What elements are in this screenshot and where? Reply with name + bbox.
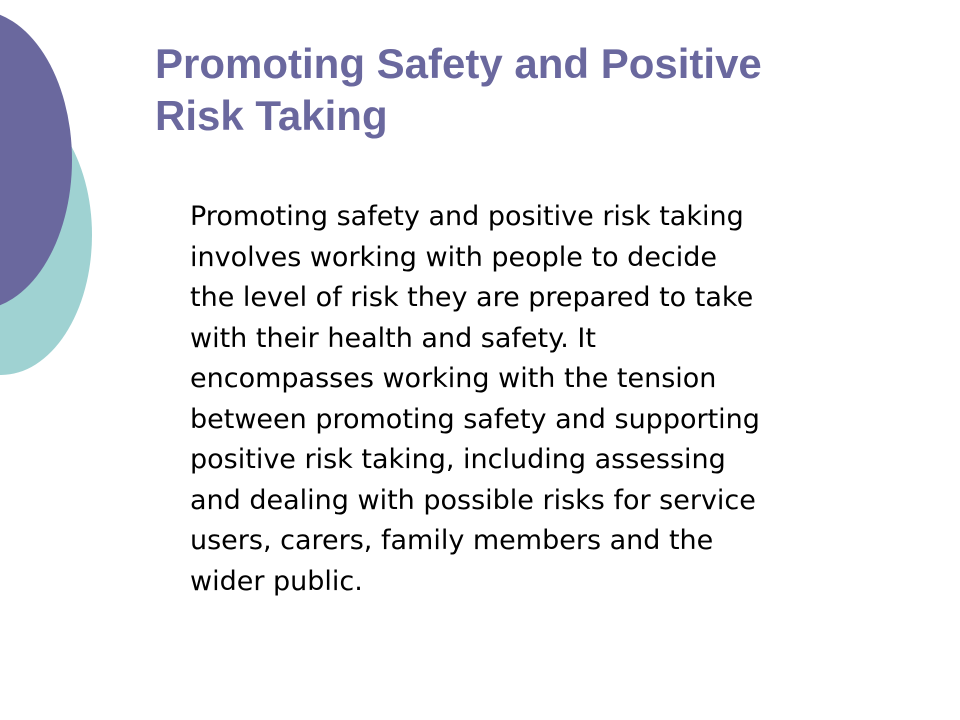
slide-body-text: Promoting safety and positive risk taking involves working with people to decide the level of risk they are prepared to take with their health and safety. It encompasses working with the tension between promoting safety and supporting positive risk taking, including assessing and dealing with possible risks for service users, carers, family members and the wider public. [190,201,760,597]
slide-title: Promoting Safety and Positive Risk Taking [155,40,762,139]
